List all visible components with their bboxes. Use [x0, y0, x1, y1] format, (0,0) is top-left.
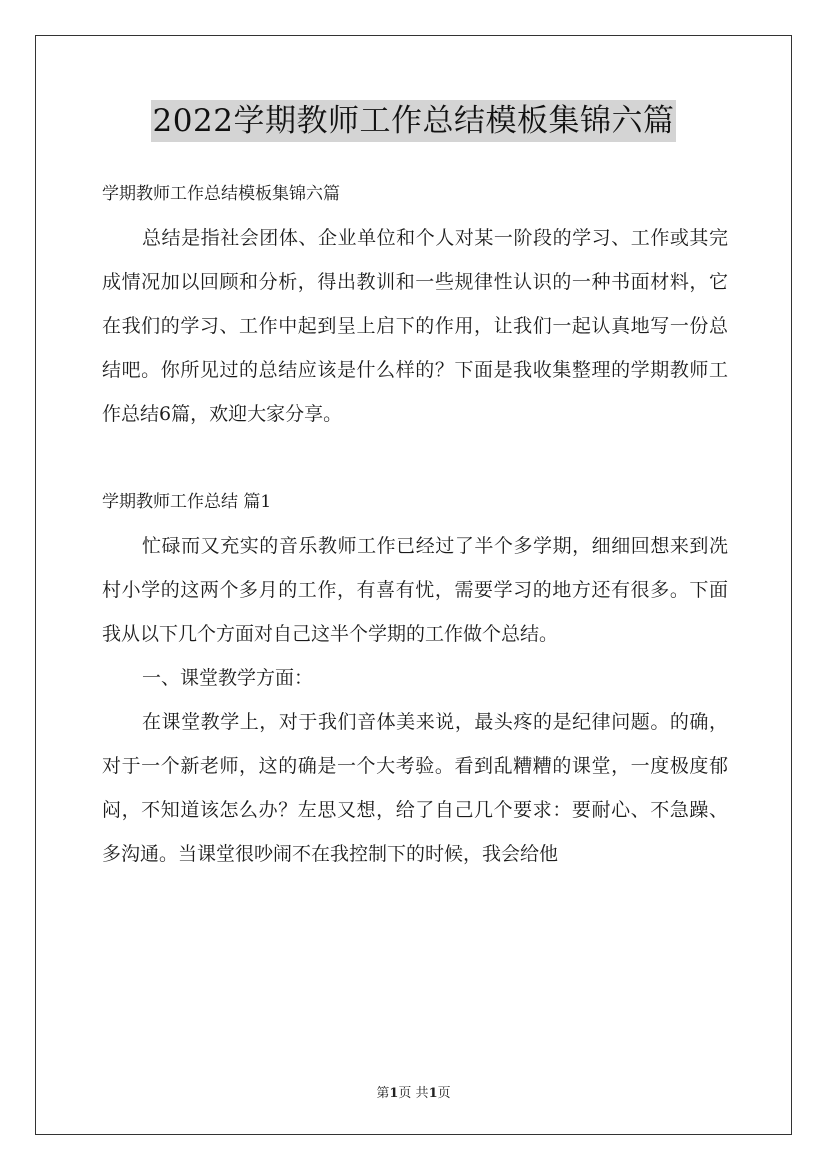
title-container: [0, 100, 827, 142]
footer-total-pages: 1: [428, 1086, 438, 1101]
footer-page-number: 1: [389, 1086, 399, 1101]
section-paragraph: 忙碌而又充实的音乐教师工作已经过了半个多学期，细细回想来到冼村小学的这两个多月的工作，有喜有忧，需要学习的地方还有很多。下面我从以下几个方面对自己这半个学期的工作做个总结。: [102, 535, 728, 645]
section-heading: 学期教师工作总结 篇1: [102, 492, 272, 512]
footer-middle: 页 共: [398, 1086, 429, 1101]
document-title: 2022学期教师工作总结模板集锦六篇: [151, 100, 677, 142]
footer-prefix: 第: [376, 1086, 390, 1101]
page-footer: [0, 1082, 827, 1101]
paragraph-gap: [102, 436, 728, 480]
section-paragraph: 在课堂教学上，对于我们音体美来说，最头疼的是纪律问题。的确，对于一个新老师，这的确是一个大考验。看到乱糟糟的课堂，一度极度郁闷，不知道该怎么办？左思又想，给了自己几个要求：要耐心、不急躁、多沟通。当课堂很吵闹不在我控制下的时候，我会给他: [102, 711, 728, 865]
document-body: [102, 172, 728, 876]
section-subheading: 一、课堂教学方面：: [142, 667, 314, 689]
document-subtitle: 学期教师工作总结模板集锦六篇: [102, 184, 340, 204]
footer-suffix: 页: [437, 1086, 451, 1101]
intro-paragraph: 总结是指社会团体、企业单位和个人对某一阶段的学习、工作或其完成情况加以回顾和分析，得出教训和一些规律性认识的一种书面材料，它在我们的学习、工作中起到呈上启下的作用，让我们一起认真地写一份总结吧。你所见过的总结应该是什么样的？下面是我收集整理的学期教师工作总结6篇，欢迎大家分享。: [102, 227, 728, 425]
